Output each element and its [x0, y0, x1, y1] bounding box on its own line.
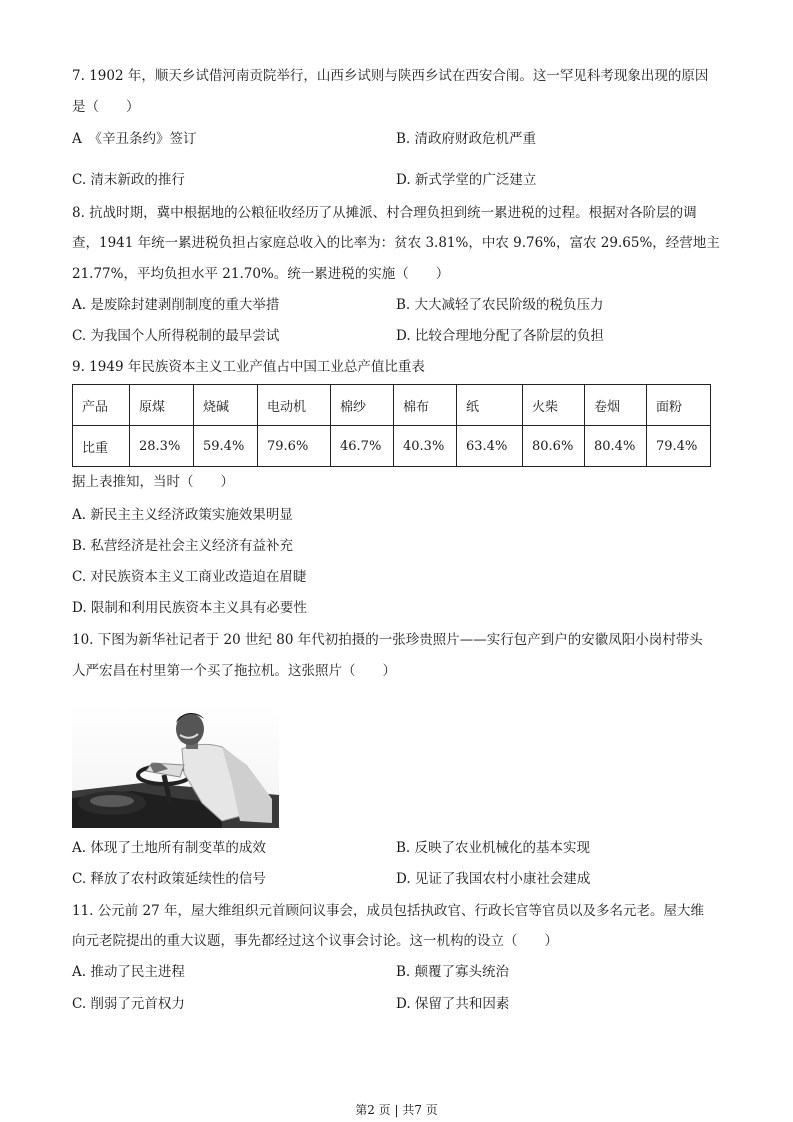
- q10-option-a: A. 体现了土地所有制变革的成效: [72, 840, 266, 856]
- q9-option-a: A. 新民主主义经济政策实施效果明显: [72, 507, 293, 523]
- q10-option-d: D. 见证了我国农村小康社会建成: [396, 871, 591, 887]
- table-cell: 80.4%: [585, 426, 647, 467]
- table-header-cell: 原煤: [130, 385, 194, 426]
- q8-option-a: A. 是废除封建剥削制度的重大举措: [72, 297, 280, 313]
- q9-option-c: C. 对民族资本主义工商业改造迫在眉睫: [72, 569, 307, 585]
- q8-stem-line1: 8. 抗战时期，冀中根据地的公粮征收经历了从摊派、村合理负担到统一累进税的过程。根据对各阶层的调: [72, 205, 697, 221]
- q11-option-c: C. 削弱了元首权力: [72, 996, 185, 1012]
- table-header-cell: 火柴: [523, 385, 585, 426]
- q7-option-c: C. 清末新政的推行: [72, 172, 185, 188]
- q11-option-a: A. 推动了民主进程: [72, 964, 185, 980]
- q10-option-b: B. 反映了农业机械化的基本实现: [396, 840, 591, 856]
- q10-stem-line2: 人严宏昌在村里第一个买了拖拉机。这张照片（ ）: [72, 663, 396, 679]
- table-cell: 63.4%: [457, 426, 523, 467]
- table-cell: 比重: [73, 426, 130, 467]
- q10-option-c: C. 释放了农村政策延续性的信号: [72, 871, 266, 887]
- q8-stem-line3: 21.77%，平均负担水平 21.70%。统一累进税的实施（ ）: [72, 266, 450, 282]
- table-header-cell: 产品: [73, 385, 130, 426]
- q7-stem-line1: 7. 1902 年，顺天乡试借河南贡院举行，山西乡试则与陕西乡试在西安合闱。这一罕见科考现象出现的原因: [72, 68, 709, 84]
- q8-option-d: D. 比较合理地分配了各阶层的负担: [396, 328, 604, 344]
- q9-data-table: [72, 384, 711, 467]
- q8-option-c: C. 为我国个人所得税制的最早尝试: [72, 328, 280, 344]
- table-header-cell: 电动机: [258, 385, 331, 426]
- q7-option-a: A 《辛丑条约》签订: [72, 131, 197, 147]
- table-header-cell: 面粉: [647, 385, 711, 426]
- q11-option-b: B. 颠覆了寡头统治: [396, 964, 510, 980]
- table-cell: 59.4%: [194, 426, 258, 467]
- q8-stem-line2: 查，1941 年统一累进税负担占家庭总收入的比率为：贫农 3.81%，中农 9.76%，富农 29.65%，经营地主: [72, 235, 720, 251]
- table-header-cell: 棉纱: [331, 385, 394, 426]
- q9-title: 9. 1949 年民族资本主义工业产值占中国工业总产值比重表: [72, 359, 425, 375]
- q7-option-b: B. 清政府财政危机严重: [396, 131, 537, 147]
- table-header-cell: 棉布: [394, 385, 457, 426]
- q9-option-d: D. 限制和利用民族资本主义具有必要性: [72, 600, 307, 616]
- q9-stem: 据上表推知，当时（ ）: [72, 474, 234, 490]
- q11-stem-line1: 11. 公元前 27 年，屋大维组织元首顾问议事会，成员包括执政官、行政长官等官员以及多名元老。屋大维: [72, 903, 705, 919]
- page-footer: 第2 页 | 共7 页: [355, 1103, 438, 1117]
- q8-option-b: B. 大大减轻了农民阶级的税负压力: [396, 297, 604, 313]
- q11-option-d: D. 保留了共和因素: [396, 996, 510, 1012]
- table-row: [73, 426, 711, 467]
- table-header-row: [73, 385, 711, 426]
- table-cell: 79.6%: [258, 426, 331, 467]
- q7-option-d: D. 新式学堂的广泛建立: [396, 172, 537, 188]
- table-header-cell: 纸: [457, 385, 523, 426]
- q7-stem-line2: 是（ ）: [72, 99, 140, 115]
- table-header-cell: 烧碱: [194, 385, 258, 426]
- table-cell: 46.7%: [331, 426, 394, 467]
- q9-option-b: B. 私营经济是社会主义经济有益补充: [72, 538, 294, 554]
- q10-stem-line1: 10. 下图为新华社记者于 20 世纪 80 年代初拍摄的一张珍贵照片——实行包产到户的安徽凤阳小岗村带头: [72, 632, 703, 648]
- q11-stem-line2: 向元老院提出的重大议题，事先都经过这个议事会讨论。这一机构的设立（ ）: [72, 933, 558, 949]
- table-cell: 80.6%: [523, 426, 585, 467]
- table-cell: 28.3%: [130, 426, 194, 467]
- table-cell: 40.3%: [394, 426, 457, 467]
- table-cell: 79.4%: [647, 426, 711, 467]
- table-header-cell: 卷烟: [585, 385, 647, 426]
- tractor-photo: [72, 703, 279, 828]
